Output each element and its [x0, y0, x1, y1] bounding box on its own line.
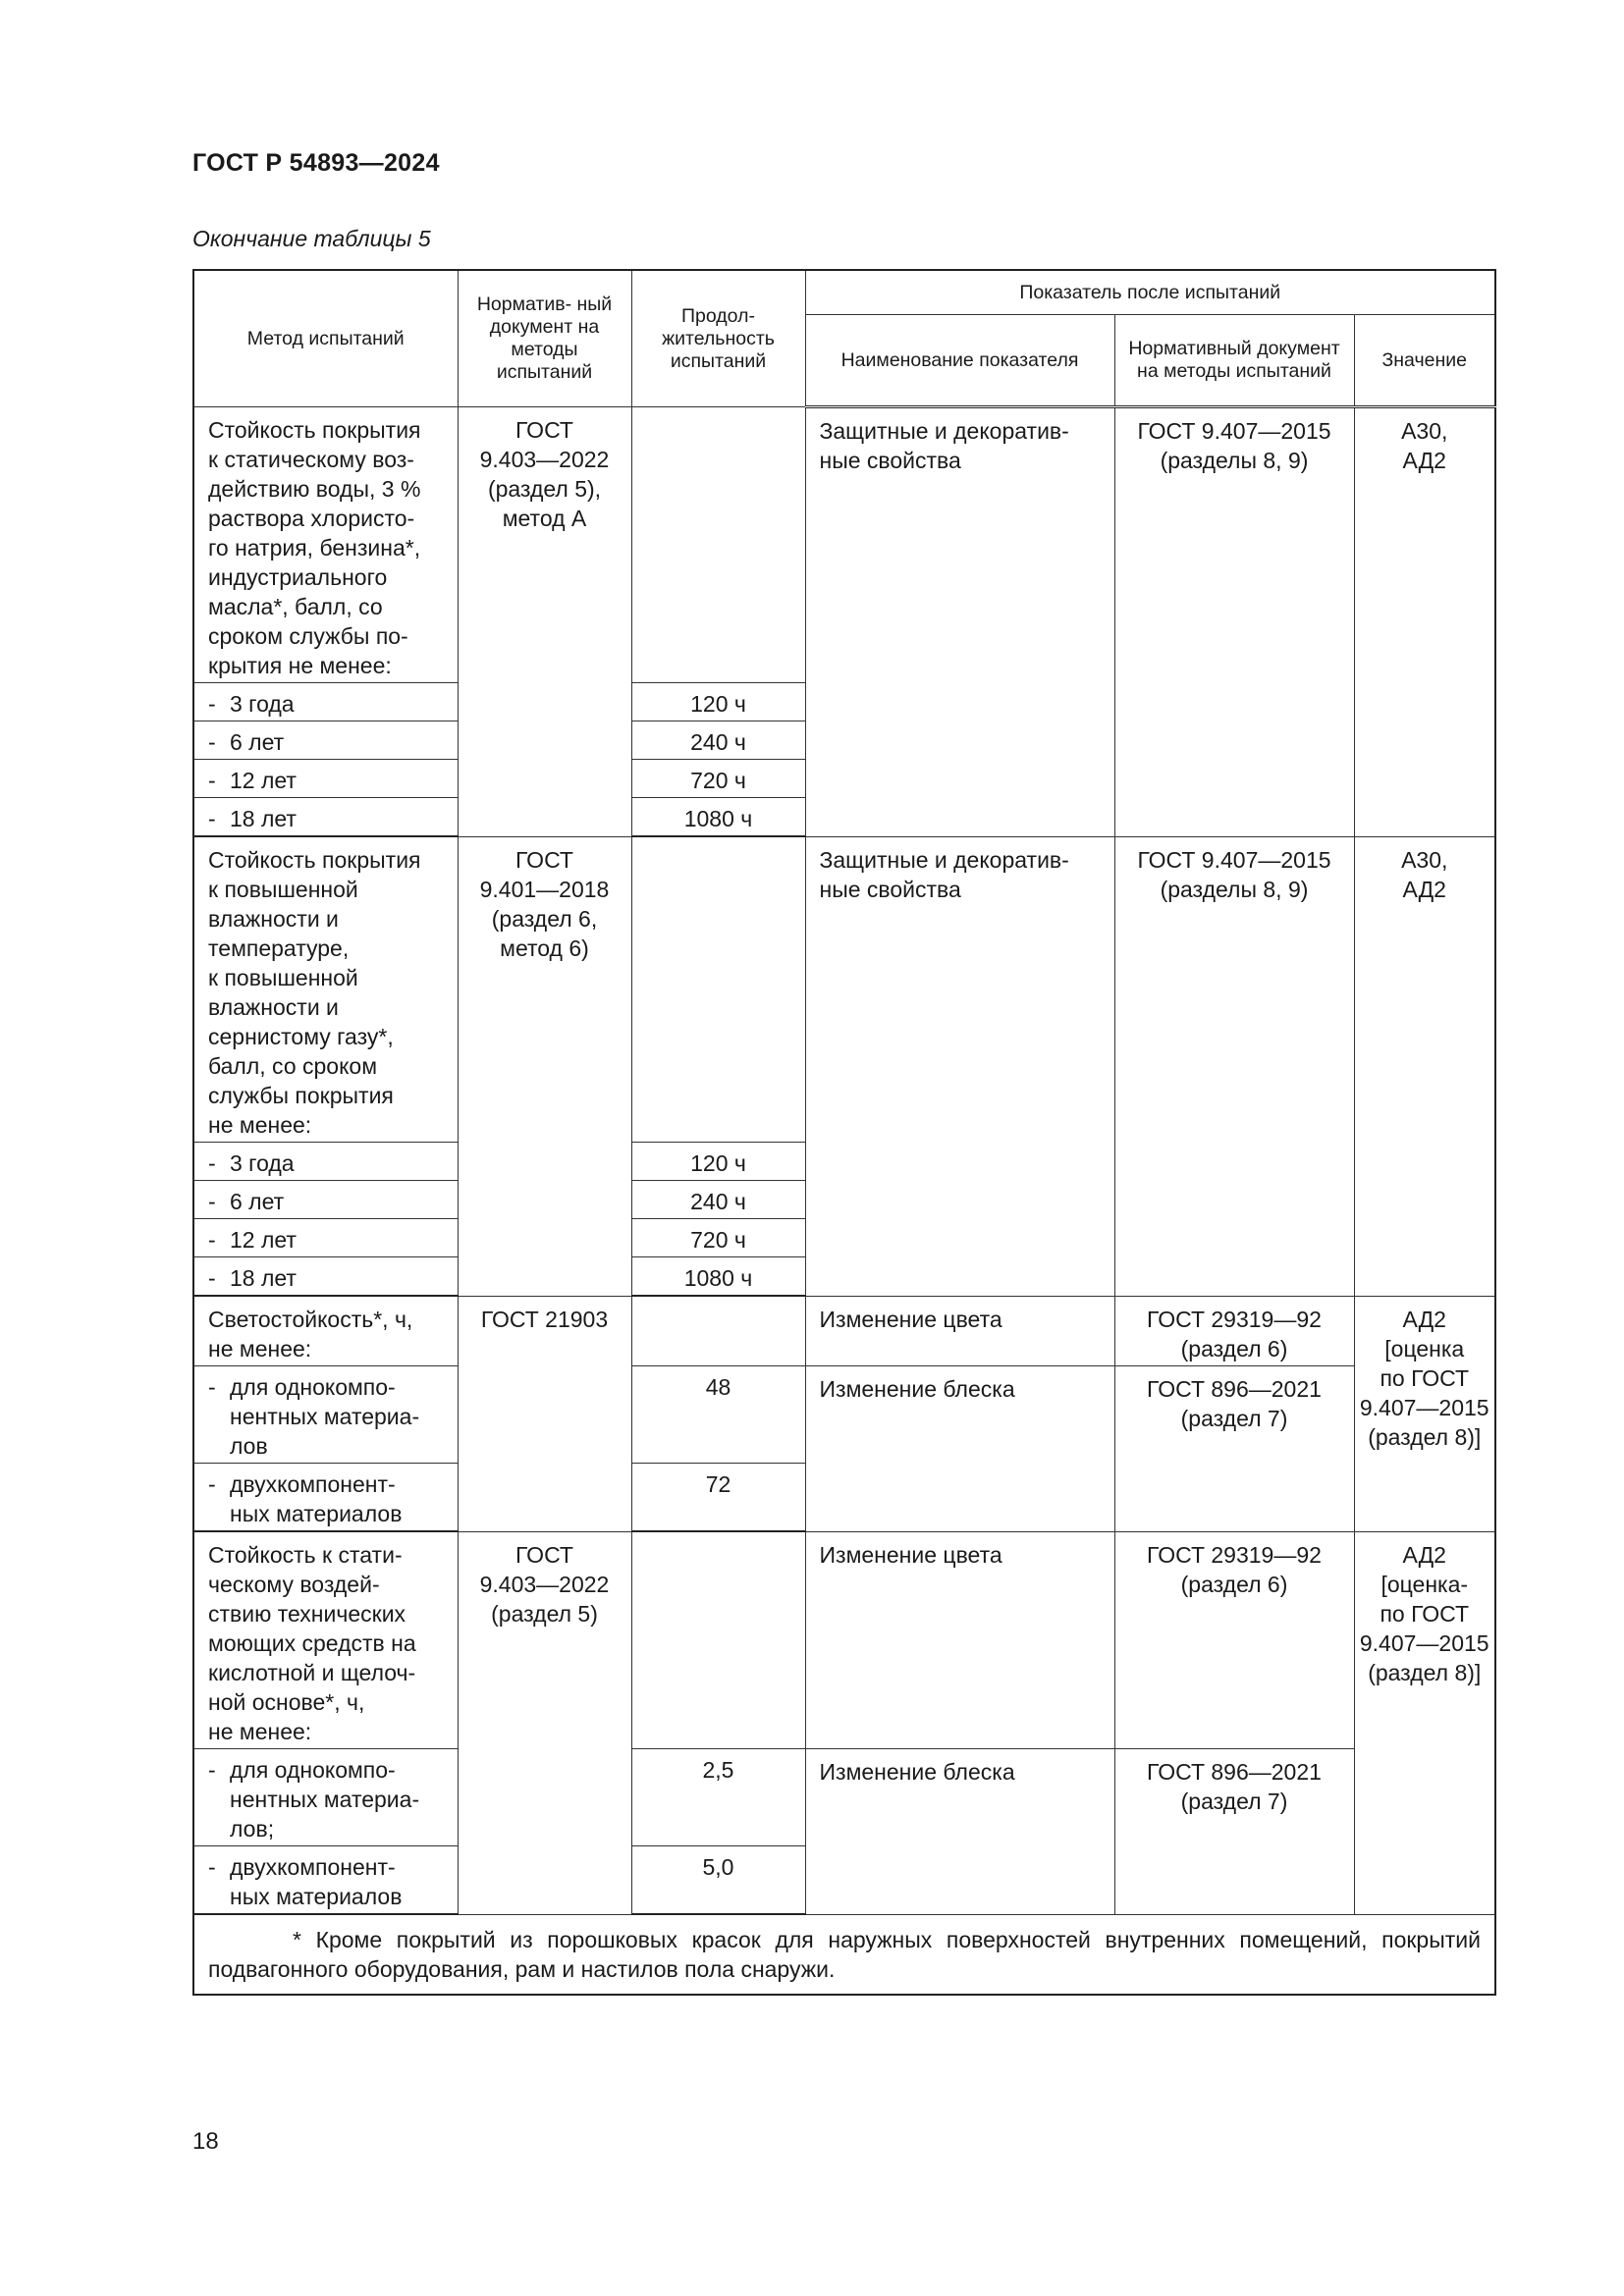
subrow-label-line — [208, 1402, 450, 1431]
dash-marker: - — [208, 1150, 216, 1176]
norm-doc-text: ГОСТ — [515, 417, 573, 443]
value-text: (раздел 8)] — [1368, 1423, 1482, 1450]
indicator-name-text: Изменение цвета — [819, 1541, 1002, 1568]
subrow-label-text: нентных материа- — [230, 1404, 420, 1429]
dash-marker: - — [208, 1189, 216, 1214]
subrow-label-cell — [193, 1257, 458, 1297]
section-row — [193, 1296, 1495, 1366]
method-text: Светостойкость*, ч, — [208, 1307, 413, 1332]
value-cell — [1354, 1296, 1495, 1531]
norm-doc-text: 9.401—2018 — [479, 876, 610, 902]
subrow-label-line — [208, 689, 450, 719]
subrow-label-cell — [193, 760, 458, 798]
indicator-doc-text: ГОСТ 9.407—2015 — [1137, 846, 1331, 873]
method-text: сроком службы по- — [208, 623, 408, 649]
indicator-doc-text: ГОСТ 29319—92 — [1147, 1541, 1322, 1568]
method-text: ствию технических — [208, 1601, 406, 1627]
dash-marker: - — [208, 691, 216, 717]
value-text: [оценка- — [1380, 1571, 1469, 1597]
subrow-label-line — [208, 1814, 450, 1843]
method-text: раствора хлористо- — [208, 506, 415, 531]
dash-spacer — [208, 1431, 230, 1461]
method-text: к повышенной — [208, 965, 358, 990]
header-indicator-doc: Нормативный документ на методы испытаний — [1114, 315, 1354, 407]
subrow-label-text: 6 лет — [230, 1189, 285, 1214]
indicator-doc-text: (раздел 7) — [1180, 1406, 1288, 1431]
method-text: ной основе*, ч, — [208, 1689, 365, 1715]
section-row — [193, 407, 1495, 683]
subrow-duration-cell: 240 ч — [631, 1181, 805, 1219]
indicator-name-cell — [805, 1296, 1114, 1366]
subrow-label-text: двухкомпонент- — [230, 1854, 396, 1880]
method-text: моющих средств на — [208, 1630, 416, 1656]
subrow-label-cell — [193, 1181, 458, 1219]
subrow-label-text: лов; — [230, 1816, 275, 1842]
subrow-label-text: 3 года — [230, 1150, 295, 1176]
norm-doc-text: 9.403—2022 — [479, 447, 610, 472]
value-text: 9.407—2015 — [1359, 1394, 1489, 1420]
norm-doc-text: (раздел 6, — [491, 905, 598, 932]
indicator-doc-text: (разделы 8, 9) — [1160, 448, 1309, 473]
method-text: Стойкость к стати- — [208, 1542, 403, 1568]
subrow-duration-cell: 5,0 — [631, 1846, 805, 1915]
norm-doc-cell — [458, 836, 631, 1296]
subrow-label-line — [208, 1225, 450, 1255]
subrow — [193, 1749, 1495, 1846]
dash-spacer — [208, 1499, 230, 1528]
indicator-name-text: Изменение блеска — [819, 1759, 1015, 1785]
method-text: действию воды, 3 % — [208, 476, 421, 502]
value-text: АД2 — [1402, 448, 1446, 473]
section-row — [193, 1531, 1495, 1749]
dash-spacer — [208, 1785, 230, 1814]
header-after-tests: Показатель после испытаний — [805, 270, 1495, 315]
method-text: Стойкость покрытия — [208, 417, 421, 443]
subrow-label-cell — [193, 1846, 458, 1915]
method-text: масла*, балл, со — [208, 594, 383, 619]
norm-doc-text: (раздел 5) — [491, 1600, 598, 1627]
method-text: балл, со сроком — [208, 1053, 378, 1079]
norm-doc-text: ГОСТ 21903 — [480, 1306, 609, 1332]
subrow-label-text: для однокомпо- — [230, 1374, 396, 1400]
subrow-label-text: 18 лет — [230, 1265, 297, 1291]
subrow-label-line — [208, 1882, 450, 1911]
method-cell — [193, 1531, 458, 1749]
value-text: АД2 — [1402, 1306, 1446, 1332]
method-text: влажности и — [208, 906, 339, 932]
section-row — [193, 836, 1495, 1143]
subrow-label-line — [208, 1263, 450, 1293]
method-text: индустриального — [208, 564, 388, 590]
indicator-doc-text: (разделы 8, 9) — [1160, 876, 1309, 902]
subrow-duration-cell: 1080 ч — [631, 798, 805, 837]
indicator-name-text: ные свойства — [819, 448, 961, 473]
subrow-label-text: нентных материа- — [230, 1787, 420, 1812]
value-text: по ГОСТ — [1380, 1364, 1470, 1391]
dash-marker: - — [208, 1374, 216, 1400]
value-text: А30, — [1401, 846, 1448, 873]
footnote-cell: * Кроме покрытий из порошковых красок для наружных поверхностей внутренних помещений, покрытий подвагонного оборудования, рам и настилов пола снаружи. — [193, 1914, 1495, 1995]
indicator-doc-text: ГОСТ 896—2021 — [1147, 1376, 1322, 1402]
subrow-label-line — [208, 1372, 450, 1402]
indicator-doc-cell — [1114, 1296, 1354, 1366]
dash-marker: - — [208, 1471, 216, 1497]
norm-doc-text: метод 6) — [500, 934, 589, 961]
value-cell — [1354, 836, 1495, 1296]
method-text: температуре, — [208, 935, 350, 961]
subrow-label-cell — [193, 1219, 458, 1257]
subrow-label-cell — [193, 1143, 458, 1181]
header-norm-doc: Норматив- ный документ на методы испытаний — [458, 270, 631, 407]
subrow-label-text: для однокомпо- — [230, 1757, 396, 1783]
indicator-doc-text: ГОСТ 9.407—2015 — [1137, 418, 1331, 444]
duration-cell-empty — [631, 836, 805, 1143]
subrow-label-line — [208, 766, 450, 795]
indicator-name-text: Изменение блеска — [819, 1376, 1015, 1402]
subrow-label-line — [208, 1469, 450, 1499]
indicator-doc-cell — [1114, 1531, 1354, 1749]
method-text: не менее: — [208, 1336, 312, 1362]
value-cell — [1354, 407, 1495, 837]
method-text: к повышенной — [208, 877, 358, 902]
method-text: Стойкость покрытия — [208, 847, 421, 873]
dash-marker: - — [208, 1757, 216, 1783]
subrow-label-text: 3 года — [230, 691, 295, 717]
subrow-duration-cell: 240 ч — [631, 721, 805, 760]
norm-doc-text: 9.403—2022 — [479, 1571, 610, 1597]
indicator-doc-cell — [1114, 1366, 1354, 1532]
method-text: к статическому воз- — [208, 447, 414, 472]
indicator-doc-text: (раздел 7) — [1180, 1789, 1288, 1814]
dash-marker: - — [208, 1227, 216, 1253]
dash-marker: - — [208, 1854, 216, 1880]
subrow-label-cell — [193, 1366, 458, 1464]
header-duration: Продол- жительность испытаний — [631, 270, 805, 407]
norm-doc-text: метод А — [502, 506, 587, 531]
subrow-duration-cell: 2,5 — [631, 1749, 805, 1846]
subrow-label-text: ных материалов — [230, 1501, 403, 1526]
document-title: ГОСТ Р 54893—2024 — [192, 149, 440, 177]
header-indicator-name: Наименование показателя — [805, 315, 1114, 407]
subrow-duration-cell: 120 ч — [631, 1143, 805, 1181]
subrow-label-line — [208, 1499, 450, 1528]
subrow-label-text: 18 лет — [230, 806, 297, 831]
method-text: влажности и — [208, 994, 339, 1020]
dash-marker: - — [208, 768, 216, 793]
subrow-duration-cell: 48 — [631, 1366, 805, 1464]
norm-doc-cell — [458, 1296, 631, 1531]
subrow-label-text: 12 лет — [230, 768, 297, 793]
subrow-label-text: 6 лет — [230, 729, 285, 755]
duration-cell-empty — [631, 1296, 805, 1366]
indicator-name-text: Изменение цвета — [819, 1306, 1002, 1332]
subrow-label-text: ных материалов — [230, 1884, 403, 1909]
method-cell — [193, 1296, 458, 1366]
subrow-label-line — [208, 727, 450, 757]
method-text: сернистому газу*, — [208, 1024, 394, 1049]
header-indicator-value: Значение — [1354, 315, 1495, 407]
indicator-doc-text: (раздел 6) — [1180, 1335, 1288, 1362]
subrow-label-line — [208, 1148, 450, 1178]
indicator-name-cell — [805, 836, 1114, 1296]
subrow-label-line — [208, 1785, 450, 1814]
norm-doc-text: (раздел 5), — [487, 476, 602, 502]
indicator-doc-text: ГОСТ 896—2021 — [1147, 1759, 1322, 1785]
subrow-label-cell — [193, 683, 458, 721]
subrow-duration-cell: 1080 ч — [631, 1257, 805, 1297]
method-text: ческому воздей- — [208, 1572, 380, 1597]
value-text: АД2 — [1402, 1541, 1446, 1568]
duration-cell-empty — [631, 407, 805, 683]
subrow-duration-cell: 120 ч — [631, 683, 805, 721]
value-text: А30, — [1401, 418, 1448, 444]
header-method: Метод испытаний — [193, 270, 458, 407]
method-text: го натрия, бензина*, — [208, 535, 421, 561]
table-caption: Окончание таблицы 5 — [192, 226, 431, 251]
subrow-label-line — [208, 1755, 450, 1785]
indicator-name-text: ные свойства — [819, 876, 961, 902]
dash-marker: - — [208, 729, 216, 755]
indicator-doc-cell — [1114, 407, 1354, 837]
subrow-label-cell — [193, 721, 458, 760]
subrow-label-text: 12 лет — [230, 1227, 297, 1253]
norm-doc-text: ГОСТ — [515, 1541, 573, 1568]
indicator-doc-cell — [1114, 836, 1354, 1296]
subrow-duration-cell: 720 ч — [631, 1219, 805, 1257]
dash-spacer — [208, 1882, 230, 1911]
duration-cell-empty — [631, 1531, 805, 1749]
indicator-doc-text: (раздел 6) — [1180, 1571, 1288, 1597]
results-table — [192, 269, 1496, 1996]
method-cell — [193, 836, 458, 1143]
footnote-row — [193, 1914, 1495, 1995]
subrow-label-line — [208, 1187, 450, 1216]
page-number: 18 — [192, 2128, 219, 2155]
dash-spacer — [208, 1402, 230, 1431]
subrow-label-cell — [193, 1749, 458, 1846]
method-cell — [193, 407, 458, 683]
indicator-doc-text: ГОСТ 29319—92 — [1147, 1306, 1322, 1332]
subrow-label-line — [208, 1431, 450, 1461]
indicator-name-cell — [805, 1749, 1114, 1915]
dash-marker: - — [208, 806, 216, 831]
method-text: крытия не менее: — [208, 653, 392, 678]
subrow-label-line — [208, 804, 450, 833]
method-text: кислотной и щелоч- — [208, 1660, 416, 1685]
subrow-label-text: двухкомпонент- — [230, 1471, 396, 1497]
norm-doc-text: ГОСТ — [515, 846, 573, 873]
method-text: не менее: — [208, 1112, 312, 1138]
norm-doc-cell — [458, 407, 631, 837]
indicator-name-cell — [805, 1366, 1114, 1532]
dash-marker: - — [208, 1265, 216, 1291]
indicator-name-cell — [805, 407, 1114, 837]
subrow-duration-cell: 720 ч — [631, 760, 805, 798]
indicator-name-cell — [805, 1531, 1114, 1749]
subrow-label-text: лов — [230, 1433, 268, 1459]
dash-spacer — [208, 1814, 230, 1843]
subrow-label-cell — [193, 798, 458, 837]
norm-doc-cell — [458, 1531, 631, 1914]
indicator-name-text: Защитные и декоратив- — [819, 418, 1069, 444]
method-text: не менее: — [208, 1719, 312, 1744]
value-text: (раздел 8)] — [1368, 1659, 1482, 1685]
subrow-label-line — [208, 1852, 450, 1882]
method-text: службы покрытия — [208, 1083, 394, 1108]
subrow-duration-cell: 72 — [631, 1464, 805, 1532]
header-row — [193, 270, 1495, 315]
subrow — [193, 1366, 1495, 1464]
subrow-label-cell — [193, 1464, 458, 1532]
indicator-name-text: Защитные и декоратив- — [819, 846, 1069, 873]
value-text: по ГОСТ — [1380, 1600, 1470, 1627]
value-text: [оценка — [1384, 1335, 1465, 1362]
value-cell — [1354, 1531, 1495, 1914]
value-text: АД2 — [1402, 876, 1446, 902]
indicator-doc-cell — [1114, 1749, 1354, 1915]
value-text: 9.407—2015 — [1359, 1629, 1489, 1656]
